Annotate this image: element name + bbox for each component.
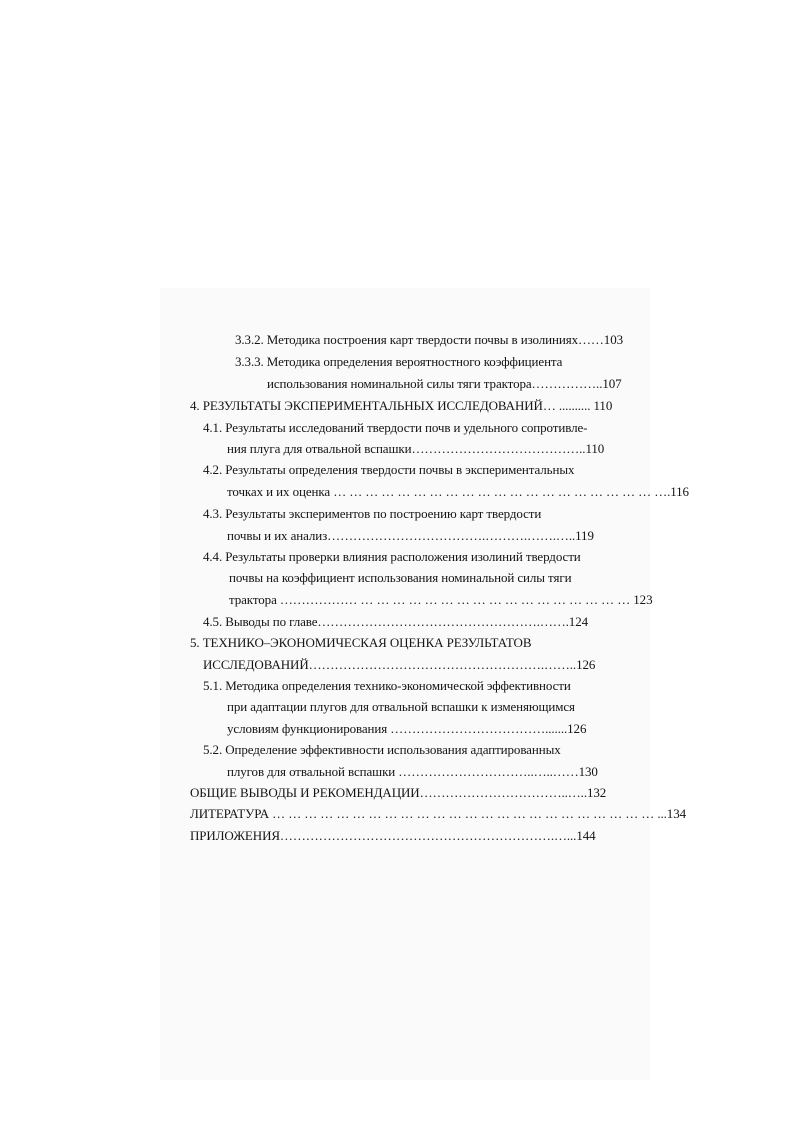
toc-chapter-5-cont: ИССЛЕДОВАНИЙ……………………………………………….……..126: [203, 657, 596, 672]
toc-entry-4-4-cont2: трактора ……………… … … … … … … … … … … … … … … … … … 123: [229, 592, 653, 607]
toc-appendices: ПРИЛОЖЕНИЯ……………………………………………………….…...144: [190, 828, 596, 843]
toc-entry-4-2: 4.2. Результаты определения твердости почвы в экспериментальных: [203, 462, 575, 477]
toc-entry-5-1: 5.1. Методика определения технико-экономической эффективности: [203, 678, 571, 693]
toc-entry-4-3-cont: почвы и их анализ……………………………….……….…….…..119: [227, 528, 594, 543]
toc-entry-4-3: 4.3. Результаты экспериментов по построению карт твердости: [203, 506, 542, 521]
toc-entry-4-5: 4.5. Выводы по главе…………………………………………….…….124: [203, 614, 588, 629]
toc-entry-4-4-cont: почвы на коэффициент использования номинальной силы тяги: [229, 570, 572, 585]
toc-entry-3-3-2: 3.3.2. Методика построения карт твердости почвы в изолиниях……103: [235, 332, 624, 347]
toc-entry-5-1-cont: при адаптации плугов для отвальной вспашки к изменяющимся: [227, 699, 575, 714]
toc-entry-4-4: 4.4. Результаты проверки влияния расположения изолиний твердости: [203, 549, 581, 564]
toc-entry-5-2: 5.2. Определение эффективности использования адаптированных: [203, 742, 561, 757]
toc-entry-4-1-cont: ния плуга для отвальной вспашки…………………………………..110: [227, 441, 605, 456]
toc-references: ЛИТЕРАТУРА … … … … … … … … … … … … … … … … … … … … … … … … ...134: [190, 806, 687, 821]
toc-entry-5-1-cont2: условиям функционирования ……………………………….......126: [227, 721, 587, 736]
toc-entry-4-1: 4.1. Результаты исследований твердости почв и удельного сопротивле-: [203, 420, 588, 435]
toc-chapter-4: 4. РЕЗУЛЬТАТЫ ЭКСПЕРИМЕНТАЛЬНЫХ ИССЛЕДОВАНИЙ… .......... 110: [190, 398, 613, 413]
toc-conclusions: ОБЩИЕ ВЫВОДЫ И РЕКОМЕНДАЦИИ……………………………..…..132: [190, 785, 607, 800]
toc-entry-3-3-3: 3.3.3. Методика определения вероятностного коэффициента: [235, 354, 563, 369]
toc-chapter-5: 5. ТЕХНИКО–ЭКОНОМИЧЕСКАЯ ОЦЕНКА РЕЗУЛЬТАТОВ: [190, 635, 532, 650]
toc-entry-3-3-3-cont: использования номинальной силы тяги трактора……………..107: [267, 376, 622, 391]
toc-entry-5-2-cont: плугов для отвальной вспашки …………………………..…..……130: [227, 764, 598, 779]
toc-entry-4-2-cont: точках и их оценка … … … … … … … … … … … … … … … … … … … … ….116: [227, 484, 689, 499]
